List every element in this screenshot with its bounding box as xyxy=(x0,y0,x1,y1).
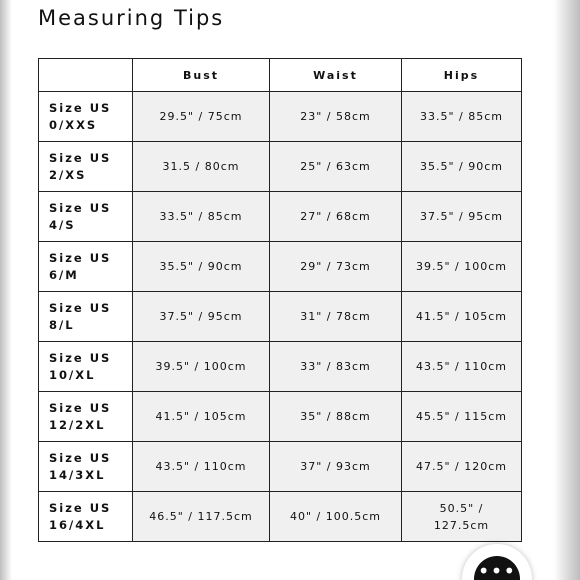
table-row xyxy=(39,142,522,192)
size-label: Size US xyxy=(49,450,112,465)
size-label: Size US xyxy=(49,500,112,515)
table-row xyxy=(39,292,522,342)
size-code: 16/4XL xyxy=(49,517,106,532)
more-dots-glyph: ••• xyxy=(477,559,517,580)
size-label: Size US xyxy=(49,150,112,165)
waist-cell: 29" / 73cm xyxy=(270,242,402,292)
hips-value-continued: 127.5cm xyxy=(433,518,490,532)
size-code: 8/L xyxy=(49,317,75,332)
hips-value: 39.5" / 100cm xyxy=(415,260,507,273)
hips-value: 35.5" / 90cm xyxy=(419,160,503,173)
size-cell xyxy=(39,292,133,342)
bust-cell: 46.5" / 117.5cm xyxy=(133,492,270,542)
size-cell xyxy=(39,342,133,392)
bust-cell: 35.5" / 90cm xyxy=(133,242,270,292)
bust-cell: 31.5 / 80cm xyxy=(133,142,270,192)
more-options-button[interactable] xyxy=(462,544,532,580)
hips-value: 50.5" / xyxy=(439,501,484,515)
size-code: 14/3XL xyxy=(49,467,106,482)
waist-cell: 23" / 58cm xyxy=(270,92,402,142)
left-edge-shadow xyxy=(0,0,12,580)
size-cell xyxy=(39,442,133,492)
hips-cell xyxy=(402,192,522,242)
right-edge-shadow xyxy=(554,0,580,580)
size-chart-table xyxy=(38,58,522,542)
hips-value: 45.5" / 115cm xyxy=(415,410,507,423)
hips-value: 33.5" / 85cm xyxy=(419,110,503,123)
header-waist: Waist xyxy=(270,59,402,92)
waist-cell: 33" / 83cm xyxy=(270,342,402,392)
size-cell xyxy=(39,492,133,542)
table-row xyxy=(39,342,522,392)
size-label: Size US xyxy=(49,100,112,115)
header-bust: Bust xyxy=(133,59,270,92)
size-cell xyxy=(39,242,133,292)
size-label: Size US xyxy=(49,250,112,265)
bust-cell: 43.5" / 110cm xyxy=(133,442,270,492)
waist-cell: 35" / 88cm xyxy=(270,392,402,442)
table-row xyxy=(39,92,522,142)
header-hips: Hips xyxy=(402,59,522,92)
size-cell xyxy=(39,192,133,242)
bust-cell: 33.5" / 85cm xyxy=(133,192,270,242)
header-size xyxy=(39,59,133,92)
size-cell xyxy=(39,92,133,142)
waist-cell: 37" / 93cm xyxy=(270,442,402,492)
waist-cell: 31" / 78cm xyxy=(270,292,402,342)
hips-cell xyxy=(402,392,522,442)
size-code: 0/XXS xyxy=(49,117,98,132)
hips-cell xyxy=(402,242,522,292)
hips-cell xyxy=(402,342,522,392)
header-row xyxy=(39,59,522,92)
hips-cell xyxy=(402,142,522,192)
bust-cell: 41.5" / 105cm xyxy=(133,392,270,442)
size-label: Size US xyxy=(49,400,112,415)
table-row xyxy=(39,492,522,542)
size-code: 4/S xyxy=(49,217,76,232)
bust-cell: 39.5" / 100cm xyxy=(133,342,270,392)
bust-cell: 29.5" / 75cm xyxy=(133,92,270,142)
waist-cell: 27" / 68cm xyxy=(270,192,402,242)
table-body xyxy=(39,92,522,542)
bust-cell: 37.5" / 95cm xyxy=(133,292,270,342)
size-code: 12/2XL xyxy=(49,417,106,432)
hips-value: 43.5" / 110cm xyxy=(415,360,507,373)
hips-value: 47.5" / 120cm xyxy=(415,460,507,473)
hips-value: 41.5" / 105cm xyxy=(415,310,507,323)
table-row xyxy=(39,442,522,492)
waist-cell: 25" / 63cm xyxy=(270,142,402,192)
more-horizontal-icon[interactable] xyxy=(474,556,520,580)
hips-cell xyxy=(402,492,522,542)
hips-cell xyxy=(402,292,522,342)
size-label: Size US xyxy=(49,350,112,365)
size-cell xyxy=(39,392,133,442)
size-code: 6/M xyxy=(49,267,79,282)
size-label: Size US xyxy=(49,200,112,215)
table-row xyxy=(39,242,522,292)
hips-value: 37.5" / 95cm xyxy=(419,210,503,223)
hips-cell xyxy=(402,92,522,142)
hips-cell xyxy=(402,442,522,492)
size-label: Size US xyxy=(49,300,112,315)
size-code: 2/XS xyxy=(49,167,87,182)
waist-cell: 40" / 100.5cm xyxy=(270,492,402,542)
table-row xyxy=(39,192,522,242)
page-title: Measuring Tips xyxy=(38,6,225,30)
size-code: 10/XL xyxy=(49,367,96,382)
table-header xyxy=(39,59,522,92)
size-cell xyxy=(39,142,133,192)
table-row xyxy=(39,392,522,442)
